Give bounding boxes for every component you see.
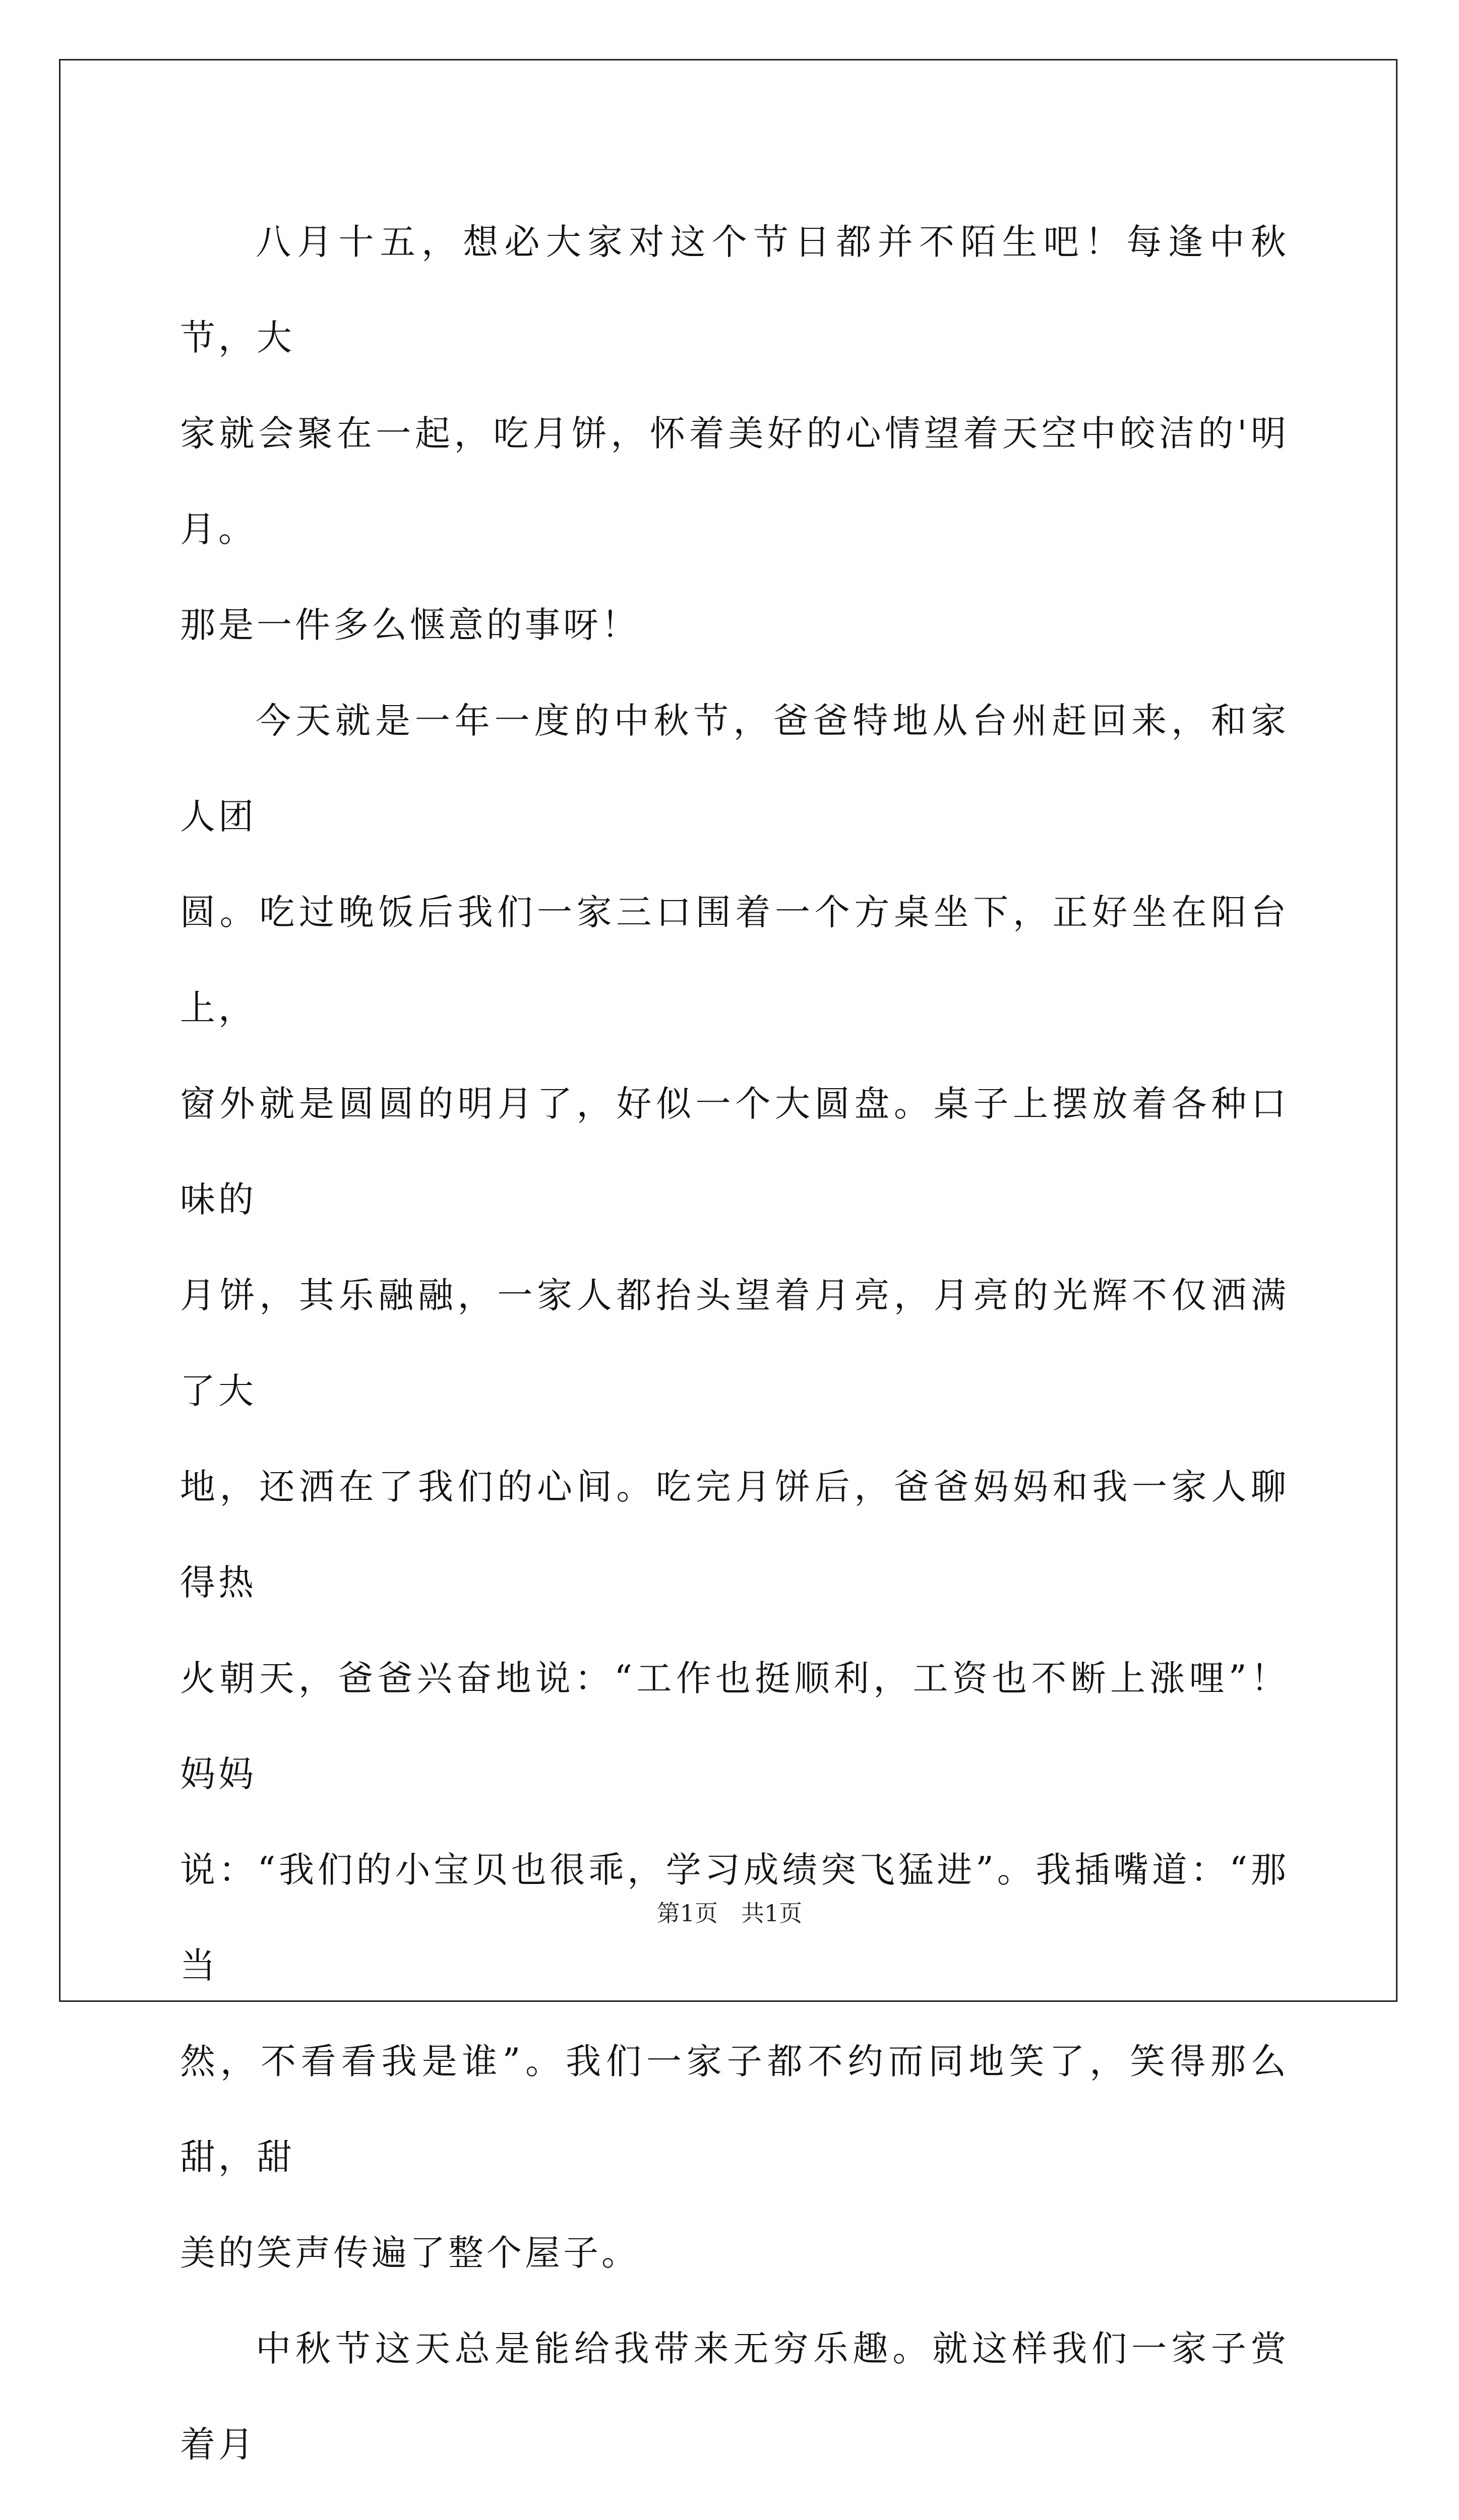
- paragraph-2: 今天就是一年一度的中秋节，爸爸特地从台州赶回来，和家人团 圆。吃过晚饭后我们一家三口围着一个方桌坐下，正好坐在阳台上， 窗外就是圆圆的明月了，好似一个大圆盘。桌子上摆放着各种口味的 月饼，其乐融融，一家人都抬头望着月亮，月亮的光辉不仅洒满了大 地，还洒在了我们的心间。吃完月饼后，爸爸妈妈和我一家人聊得热 火朝天，爸爸兴奋地说：“工作也挺顺利，工资也不断上涨哩”！妈妈 说：“我们的小宝贝也很乖，学习成绩突飞猛进”。我插嘴道：“那当 然，不看看我是谁”。我们一家子都不约而同地笑了，笑得那么甜，甜 美的笑声传遍了整个屋子。: [180, 700, 1289, 2274]
- page-footer: 第1页 共1页: [656, 1900, 803, 1927]
- paragraph-3: 中秋节这天总是能给我带来无穷乐趣。就这样我们一家子赏着月: [180, 2328, 1289, 2465]
- document-body: [180, 194, 1289, 2520]
- paragraph-1: 八月十五，想必大家对这个节日都并不陌生吧！每逢中秋节，大 家就会聚在一起，吃月饼，怀着美好的心情望着天空中皎洁的'明月。 那是一件多么惬意的事呀！: [180, 221, 1289, 646]
